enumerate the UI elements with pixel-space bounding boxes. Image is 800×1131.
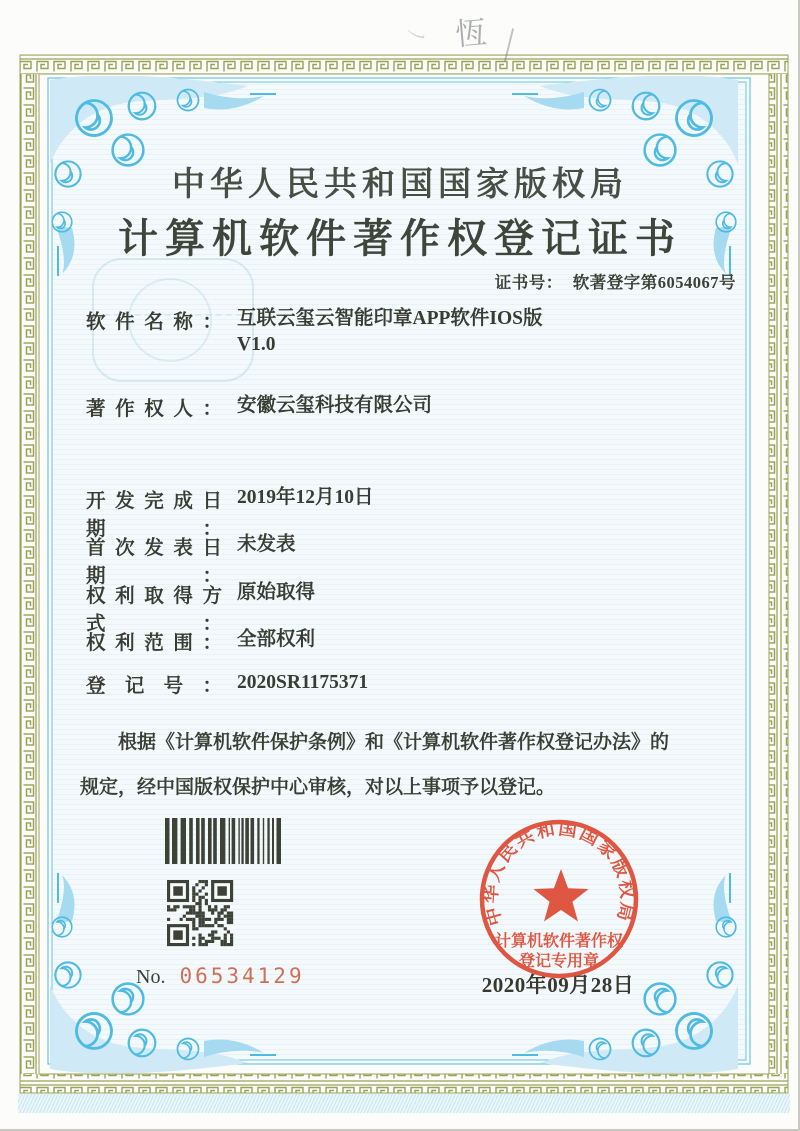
field-value: 全部权利 [237, 629, 316, 650]
seal-star [533, 869, 588, 922]
certificate-number-label: 证书号： [494, 273, 563, 292]
field-value: 2019年12月10日 [237, 487, 374, 508]
field-registration-no [86, 670, 368, 698]
handwriting-tick: ノ [402, 22, 431, 48]
handwriting-mark: 恆 [453, 14, 488, 54]
seal-caption-line1: 计算机软件著作权 [494, 933, 624, 950]
qr-code [167, 880, 234, 947]
field-label: 登记号： [86, 676, 222, 697]
official-seal [471, 812, 645, 986]
seal-caption-line2: 登记专用章 [518, 953, 600, 970]
field-software-name [86, 306, 543, 358]
certificate-number [495, 269, 736, 293]
field-label: 权利取得方式： [86, 586, 222, 635]
field-value: 未发表 [237, 534, 296, 555]
serial-number-value: 06534129 [179, 964, 305, 988]
certificate-title: 计算机软件著作权登记证书 [118, 216, 682, 261]
authority-title: 中华人民共和国国家版权局 [172, 167, 628, 203]
barcode [165, 818, 283, 864]
registration-statement [80, 720, 730, 810]
field-rights-scope [86, 627, 315, 655]
seal-ring-text: 中华人民共和国国家版权局 [480, 818, 638, 928]
field-value: 原始取得 [237, 582, 316, 603]
software-name-line2: V1.0 [237, 334, 276, 355]
field-label: 权利范围： [86, 633, 222, 654]
certificate-number-value: 软著登字第6054067号 [572, 273, 736, 292]
field-label: 软件名称： [86, 312, 222, 333]
statement-line1: 根据《计算机软件保护条例》和《计算机软件著作权登记办法》的 [118, 732, 670, 753]
serial-number-label: No. [136, 966, 166, 988]
field-label: 开发完成日期： [86, 491, 222, 540]
field-value [237, 306, 543, 358]
field-label: 著作权人： [86, 399, 222, 420]
statement-line2: 规定，经中国版权保护中心审核，对以上事项予以登记。 [80, 777, 556, 798]
software-name-line1: 互联云玺云智能印章APP软件IOS版 [237, 308, 543, 329]
field-value: 2020SR1175371 [237, 672, 369, 693]
field-label: 首次发表日期： [86, 538, 222, 587]
seal-date: 2020年09月28日 [481, 973, 635, 997]
field-copyright-owner [86, 393, 432, 421]
serial-number [136, 964, 305, 989]
field-value: 安徽云玺科技有限公司 [237, 395, 433, 416]
